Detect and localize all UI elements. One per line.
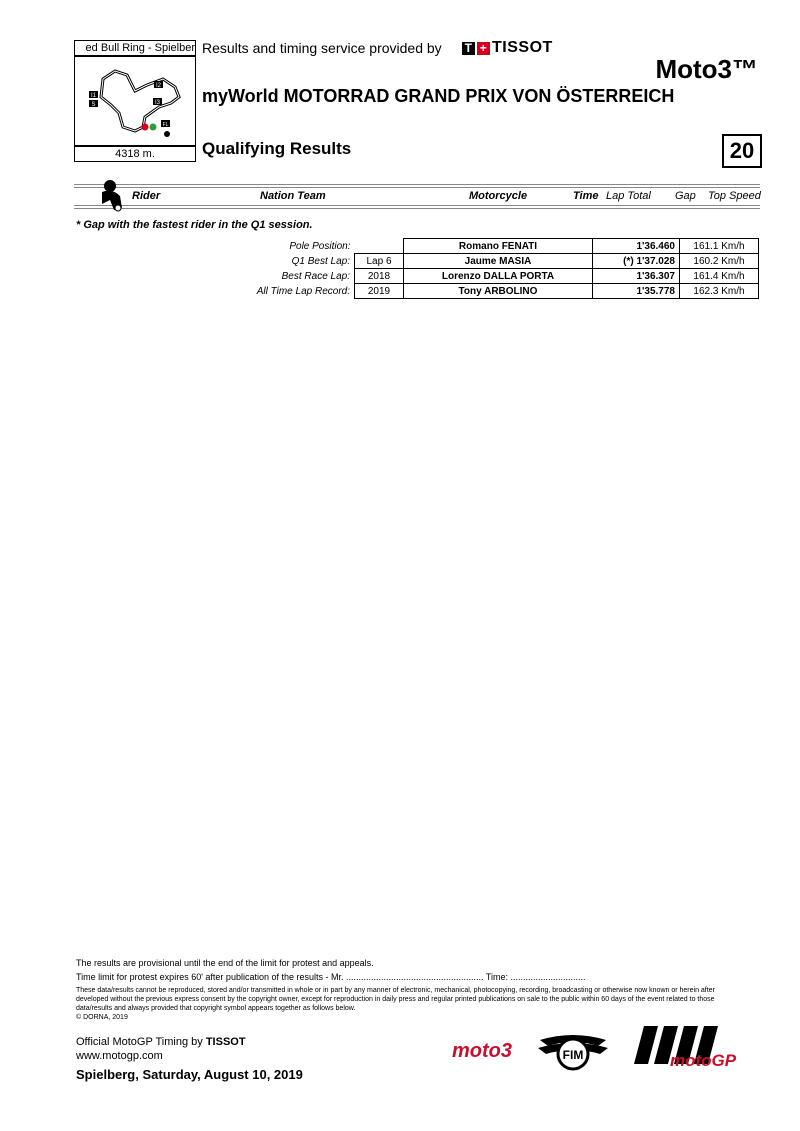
record-row bbox=[226, 239, 759, 254]
record-lap: 2018 bbox=[355, 269, 404, 284]
dorna-copyright: © DORNA, 2019 bbox=[76, 1014, 128, 1021]
circuit-length: 4318 m. bbox=[74, 146, 196, 162]
official-timing-text: Official MotoGP Timing by bbox=[76, 1036, 203, 1048]
column-gap: Gap bbox=[675, 190, 696, 202]
record-time: 1'35.778 bbox=[593, 284, 680, 299]
record-speed: 162.3 Km/h bbox=[680, 284, 759, 299]
gap-note: * Gap with the fastest rider in the Q1 session. bbox=[76, 219, 313, 231]
column-time: Time bbox=[573, 190, 599, 202]
records-table bbox=[226, 238, 759, 299]
place-date: Spielberg, Saturday, August 10, 2019 bbox=[76, 1067, 303, 1082]
tissot-brand: TISSOT bbox=[492, 39, 553, 56]
record-rider: Lorenzo DALLA PORTA bbox=[404, 269, 593, 284]
session-title: Qualifying Results bbox=[202, 139, 352, 158]
event-title: myWorld MOTORRAD GRAND PRIX VON ÖSTERREICH bbox=[202, 86, 675, 106]
record-lap bbox=[355, 239, 404, 254]
track-layout-icon bbox=[75, 57, 195, 145]
header-rule bbox=[74, 205, 760, 206]
tissot-t-icon: T bbox=[462, 42, 475, 55]
column-top-speed: Top Speed bbox=[708, 190, 761, 202]
protest-note: Time limit for protest expires 60' after publication of the results - Mr. ....................................................... Time: .............................. bbox=[76, 972, 586, 982]
class-title: Moto3™ bbox=[655, 54, 758, 84]
provider-text: Results and timing service provided by bbox=[202, 40, 442, 56]
column-lap-total: Lap Total bbox=[606, 190, 651, 202]
website-link[interactable]: www.motogp.com bbox=[76, 1050, 163, 1062]
motogp-label: motoGP bbox=[670, 1051, 737, 1070]
map-label-i3: I3 bbox=[154, 100, 161, 106]
header-rule bbox=[74, 208, 760, 209]
copyright-text: These data/results cannot be reproduced, stored and/or transmitted in whole or in part by any manner of electronic, mechanical, photocopying, recording, broadcasting or otherwise now known or herein after developed without the previous express consent by the copyright owner, except for reproduction in daily press and regular printed publications on sale to the public within 60 days of the event related to those data/results and always provided that copyright symbol appears together as follows below. bbox=[76, 987, 715, 1012]
circuit-name: ed Bull Ring - Spielber bbox=[74, 40, 196, 56]
record-label: Best Race Lap: bbox=[281, 270, 350, 282]
record-label: All Time Lap Record: bbox=[256, 285, 350, 297]
swiss-cross-icon: + bbox=[477, 42, 490, 55]
record-row bbox=[226, 254, 759, 269]
record-time: 1'36.460 bbox=[593, 239, 680, 254]
header-rule bbox=[74, 187, 760, 188]
session-number: 20 bbox=[722, 134, 762, 168]
map-label-i1: I1 bbox=[90, 93, 97, 99]
record-speed: 161.4 Km/h bbox=[680, 269, 759, 284]
fim-logo bbox=[536, 1030, 610, 1081]
record-row bbox=[226, 284, 759, 299]
header-rule bbox=[74, 184, 760, 185]
official-timing-brand: TISSOT bbox=[205, 1036, 246, 1048]
copyright-note bbox=[76, 986, 746, 1022]
record-rider: Romano FENATI bbox=[404, 239, 593, 254]
record-rider: Tony ARBOLINO bbox=[404, 284, 593, 299]
record-lap: 2019 bbox=[355, 284, 404, 299]
record-time: 1'36.307 bbox=[593, 269, 680, 284]
record-speed: 160.2 Km/h bbox=[680, 254, 759, 269]
record-rider: Jaume MASIA bbox=[404, 254, 593, 269]
motorbike-rider-icon bbox=[96, 178, 126, 217]
moto3-logo: moto3 bbox=[452, 1040, 512, 1062]
column-rider: Rider bbox=[132, 190, 161, 202]
motogp-logo bbox=[630, 1024, 740, 1089]
record-time: (*) 1'37.028 bbox=[593, 254, 680, 269]
official-timing bbox=[76, 1036, 246, 1048]
tissot-logo bbox=[462, 39, 553, 57]
map-label-fl: FL bbox=[162, 122, 169, 128]
fim-label: FIM bbox=[562, 1048, 584, 1062]
provisional-note: The results are provisional until the end of the limit for protest and appeals. bbox=[76, 958, 374, 968]
record-lap: Lap 6 bbox=[355, 254, 404, 269]
record-speed: 161.1 Km/h bbox=[680, 239, 759, 254]
record-label: Pole Position: bbox=[289, 240, 351, 252]
circuit-map bbox=[74, 56, 196, 146]
record-row bbox=[226, 269, 759, 284]
map-label-i2: I2 bbox=[155, 83, 162, 89]
record-label: Q1 Best Lap: bbox=[291, 255, 350, 267]
map-label-s: S bbox=[91, 102, 96, 108]
column-motorcycle: Motorcycle bbox=[469, 190, 528, 202]
column-nation-team: Nation Team bbox=[260, 190, 326, 202]
